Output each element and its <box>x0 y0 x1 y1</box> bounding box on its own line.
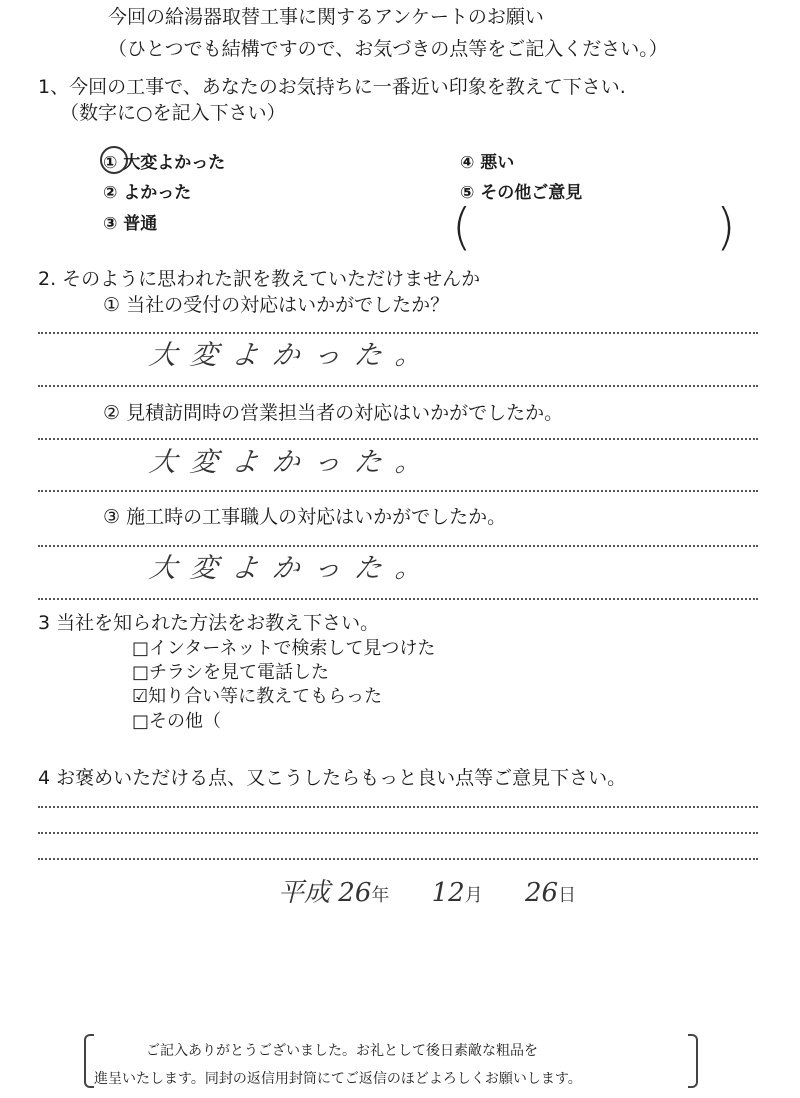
q2-sub3-question: ③ 施工時の工事職人の対応はいかがでしたか。 <box>103 506 507 528</box>
answer-line <box>38 832 758 834</box>
q1-option-3[interactable]: ③ 普通 <box>103 214 158 234</box>
date-year-unit: 年 <box>371 885 390 906</box>
q4-question: 4 お褒めいただける点、又こうしたらもっと良い点等ご意見下さい。 <box>38 767 627 789</box>
q1-question: 1、今回の工事で、あなたのお気持ちに一番近い印象を教えて下さい. <box>38 76 626 98</box>
q1-option-4[interactable]: ④ 悪い <box>460 153 515 173</box>
date-day[interactable]: 26 <box>525 878 559 908</box>
footer-line-1: ご記入ありがとうございました。お礼として後日素敵な粗品を <box>146 1043 538 1059</box>
answer-line <box>38 598 758 600</box>
q1-option-5[interactable]: ⑤ その他ご意見 <box>460 183 583 203</box>
q1-option-1[interactable]: ① 大変よかった <box>103 153 226 173</box>
q3-option-acquaintance[interactable]: ☑知り合い等に教えてもらった <box>132 686 383 707</box>
date-era: 平成 <box>278 878 331 908</box>
footer-line-2: 進呈いたします。同封の返信用封筒にてご返信のほどよろしくお願いします。 <box>94 1071 582 1087</box>
answer-line <box>38 490 758 492</box>
footer-bracket-right <box>688 1034 698 1088</box>
q3-option-flyer[interactable]: □チラシを見て電話した <box>132 662 330 683</box>
q1-instruction: （数字に○を記入下さい） <box>60 102 286 124</box>
q2-sub1-question: ① 当社の受付の対応はいかがでしたか？ <box>103 294 450 316</box>
survey-title: 今回の給湯器取替工事に関するアンケートのお願い <box>108 6 544 28</box>
q1-close-paren: ) <box>716 198 736 256</box>
q1-option-2[interactable]: ② よかった <box>103 183 192 203</box>
date-day-unit: 日 <box>558 885 577 906</box>
date-line <box>278 872 576 909</box>
q2-sub3-answer[interactable]: 大変よかった。 <box>147 553 439 584</box>
q2-sub1-answer[interactable]: 大変よかった。 <box>147 340 439 371</box>
answer-line <box>38 806 758 808</box>
q1-open-paren: ( <box>452 198 472 256</box>
survey-subtitle: （ひとつでも結構ですので、お気づきの点等をご記入ください。） <box>108 38 668 60</box>
date-year[interactable]: 26 <box>338 878 372 908</box>
date-month-unit: 月 <box>464 885 483 906</box>
answer-line <box>38 385 758 387</box>
q2-sub2-answer[interactable]: 大変よかった。 <box>147 447 439 478</box>
q3-question: 3 当社を知られた方法をお教え下さい。 <box>38 612 380 634</box>
q2-question: 2. そのように思われた訳を教えていただけませんか <box>38 268 481 290</box>
q3-option-other[interactable]: □その他（ <box>132 711 222 732</box>
date-month[interactable]: 12 <box>431 878 465 908</box>
footer-bracket-left <box>84 1034 94 1088</box>
q3-option-internet[interactable]: □インターネットで検索して見つけた <box>132 638 436 659</box>
answer-line <box>38 858 758 860</box>
q2-sub2-question: ② 見積訪問時の営業担当者の対応はいかがでしたか。 <box>103 402 564 424</box>
